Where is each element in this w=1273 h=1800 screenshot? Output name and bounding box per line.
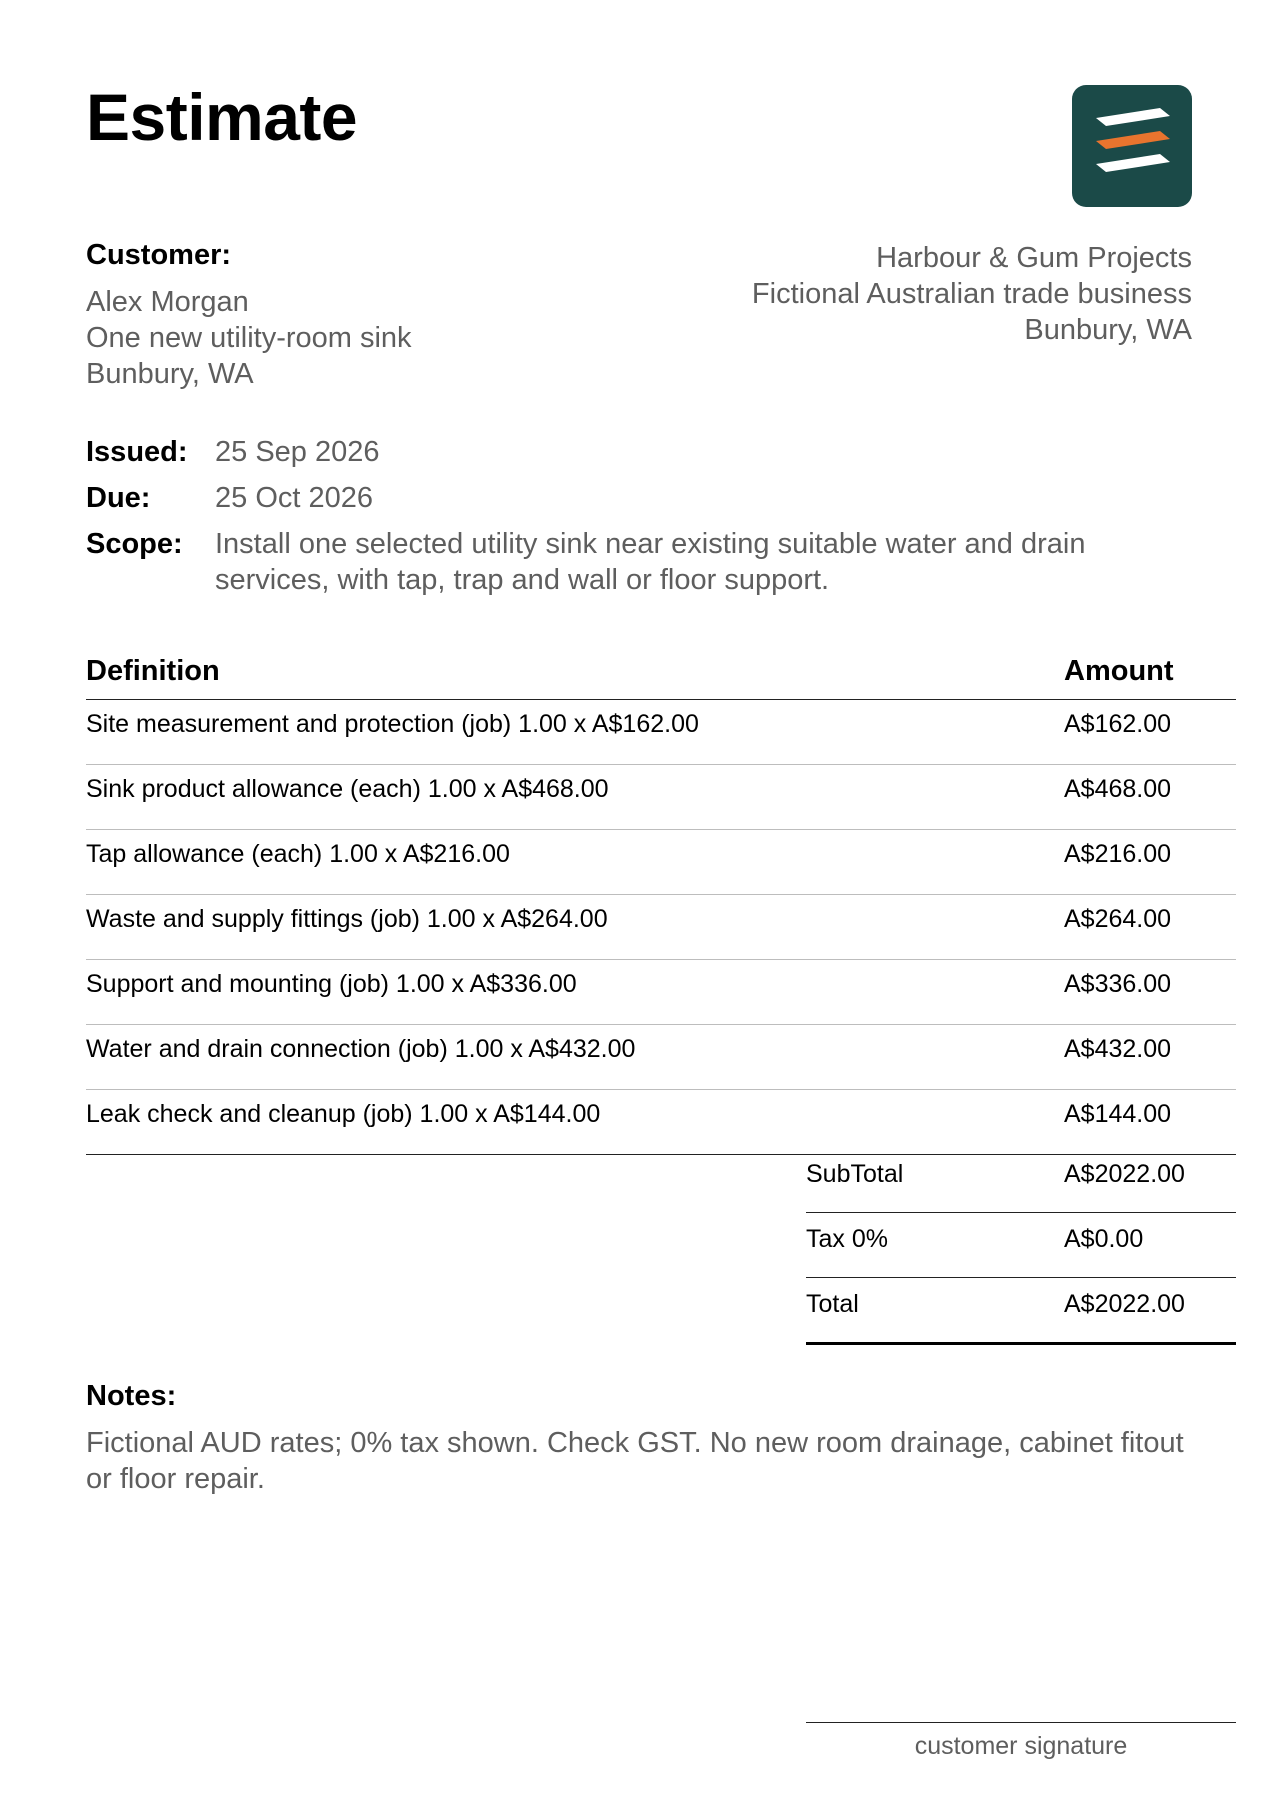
amount-column-header: Amount — [1064, 655, 1174, 687]
notes-text: Fictional AUD rates; 0% tax shown. Check GST. No new room drainage, cabinet fitout or floor repair. — [86, 1427, 1184, 1495]
issued-label: Issued: — [86, 436, 188, 468]
due-date: 25 Oct 2026 — [215, 482, 373, 514]
line-item-description: Support and mounting (job) 1.00 x A$336.00 — [86, 970, 577, 998]
stacked-stripes-logo-icon — [1072, 85, 1192, 207]
line-item-amount: A$162.00 — [1064, 710, 1172, 738]
line-item-amount: A$432.00 — [1064, 1035, 1172, 1063]
table-row — [86, 765, 1236, 830]
table-row — [86, 1025, 1236, 1090]
customer-name: Alex Morgan — [86, 286, 249, 318]
line-item-description: Waste and supply fittings (job) 1.00 x A$264.00 — [86, 905, 608, 933]
due-label: Due: — [86, 482, 151, 514]
totals-block — [806, 1148, 1236, 1345]
estimate-meta — [86, 434, 1186, 608]
line-item-amount: A$216.00 — [1064, 840, 1172, 868]
table-row — [86, 960, 1236, 1025]
business-details — [752, 240, 1192, 348]
customer-details — [86, 284, 412, 392]
table-row — [86, 1090, 1236, 1155]
signature-line — [806, 1722, 1236, 1723]
table-row — [86, 830, 1236, 895]
customer-label: Customer: — [86, 239, 232, 271]
line-item-amount: A$144.00 — [1064, 1100, 1172, 1128]
table-row — [86, 700, 1236, 765]
scope-text: Install one selected utility sink near existing suitable water and drain services, with tap, trap and wall or floor support. — [215, 528, 1086, 596]
line-item-amount: A$264.00 — [1064, 905, 1172, 933]
scope-label: Scope: — [86, 528, 183, 560]
total-row — [806, 1278, 1236, 1345]
tax-row — [806, 1213, 1236, 1278]
customer-job: One new utility-room sink — [86, 322, 412, 354]
subtotal-row — [806, 1148, 1236, 1213]
tax-label: Tax 0% — [806, 1225, 888, 1253]
signature-label: customer signature — [914, 1732, 1128, 1760]
line-items-header — [86, 655, 1236, 700]
business-description: Fictional Australian trade business — [751, 278, 1192, 310]
line-item-description: Sink product allowance (each) 1.00 x A$468.00 — [86, 775, 609, 803]
notes-label: Notes: — [86, 1380, 177, 1412]
total-value: A$2022.00 — [1064, 1290, 1185, 1318]
subtotal-label: SubTotal — [806, 1160, 904, 1188]
total-label: Total — [806, 1290, 859, 1318]
scope-row — [86, 526, 1186, 598]
subtotal-value: A$2022.00 — [1064, 1160, 1185, 1188]
line-item-description: Water and drain connection (job) 1.00 x A$432.00 — [86, 1035, 636, 1063]
line-item-amount: A$336.00 — [1064, 970, 1172, 998]
line-item-description: Site measurement and protection (job) 1.00 x A$162.00 — [86, 710, 699, 738]
line-item-description: Leak check and cleanup (job) 1.00 x A$144.00 — [86, 1100, 601, 1128]
issued-date: 25 Sep 2026 — [215, 436, 380, 468]
business-location: Bunbury, WA — [1024, 314, 1192, 346]
page-title: Estimate — [86, 80, 358, 154]
line-item-amount: A$468.00 — [1064, 775, 1172, 803]
line-items — [86, 700, 1236, 1155]
table-row — [86, 895, 1236, 960]
due-row — [86, 480, 1186, 516]
issued-row — [86, 434, 1186, 470]
business-name: Harbour & Gum Projects — [876, 242, 1192, 274]
tax-value: A$0.00 — [1064, 1225, 1144, 1253]
customer-location: Bunbury, WA — [86, 358, 254, 390]
definition-column-header: Definition — [86, 655, 220, 687]
line-item-description: Tap allowance (each) 1.00 x A$216.00 — [86, 840, 510, 868]
